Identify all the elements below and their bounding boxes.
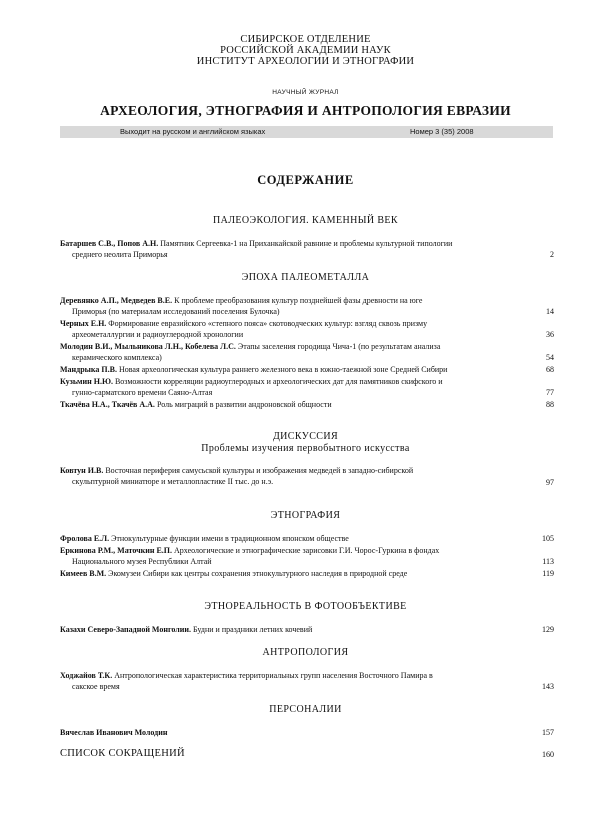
entry-page: 54 <box>546 353 554 362</box>
entry-page: 105 <box>542 534 554 543</box>
entry-page: 68 <box>546 365 554 374</box>
abbreviations-link[interactable]: СПИСОК СОКРАЩЕНИЙ <box>60 748 185 759</box>
journal-title: АРХЕОЛОГИЯ, ЭТНОГРАФИЯ И АНТРОПОЛОГИЯ ЕВРАЗИИ <box>100 103 511 118</box>
entry-title-cont: археометаллургии и радиоуглеродной хронологии <box>72 329 244 339</box>
entry-title: Возможности корреляции радиоуглеродных и археологических дат для памятников скифского и <box>114 377 443 386</box>
toc-entry[interactable] <box>60 342 520 363</box>
entry-page: 157 <box>542 728 554 737</box>
entry-page: 77 <box>546 388 554 397</box>
section-title: ПЕРСОНАЛИИ <box>269 704 342 715</box>
entry-title: Восточная периферия самусьской культуры и изображения медведей в западно-сибирской <box>105 466 414 475</box>
entry-authors: Еркинова Р.М., Маточкин Е.П. <box>60 546 173 555</box>
entry-page: 97 <box>546 478 554 487</box>
toc-entry[interactable] <box>60 400 520 411</box>
entry-authors: Ковтун И.В. <box>60 466 104 475</box>
institution-line-3: ИНСТИТУТ АРХЕОЛОГИИ И ЭТНОГРАФИИ <box>196 56 415 67</box>
entry-page: 119 <box>542 569 554 578</box>
entry-authors: Ходжайов Т.К. <box>60 671 113 680</box>
entry-title: Экомузеи Сибири как центры сохранения этнокультурного наследия в природной среде <box>108 569 408 578</box>
entry-authors: Батаршев С.В., Попов А.Н. <box>60 239 159 248</box>
section-title: АНТРОПОЛОГИЯ <box>262 647 349 658</box>
entry-title: К проблеме преобразования культур позднейшей фазы древности на юге <box>174 296 423 305</box>
entry-page: 113 <box>542 557 554 566</box>
section-title: ЭТНОРЕАЛЬНОСТЬ В ФОТООБЪЕКТИВЕ <box>204 601 407 612</box>
toc-entry[interactable] <box>60 296 520 317</box>
entry-authors: Казахи Северо-Западной Монголии. <box>60 625 192 634</box>
languages-note: Выходит на русском и английском языках <box>120 127 266 136</box>
entry-authors: Деревянко А.П., Медведев В.Е. <box>60 296 173 305</box>
institution-line-1: СИБИРСКОЕ ОТДЕЛЕНИЕ <box>240 34 371 45</box>
entry-authors: Мандрыка П.В. <box>60 365 117 374</box>
toc-entry[interactable] <box>60 728 520 739</box>
issue-bar <box>60 126 553 138</box>
entry-page: 2 <box>550 250 554 259</box>
entry-title-cont: гунно-сарматского времени Саяно-Алтая <box>72 387 213 397</box>
toc-entry[interactable] <box>60 569 520 580</box>
entry-page: 36 <box>546 330 554 339</box>
entry-authors: Молодин В.И., Мыльникова Л.Н., Кобелева Л.С. <box>60 342 236 351</box>
institution-line-2: РОССИЙСКОЙ АКАДЕМИИ НАУК <box>220 45 391 56</box>
toc-entry[interactable] <box>60 466 520 487</box>
entry-title: Роль миграций в развитии андроновской общности <box>156 400 332 409</box>
entry-authors: Фролова Е.Л. <box>60 534 110 543</box>
entry-title: Будни и праздники летних кочевий <box>193 625 313 634</box>
entry-title: Этнокультурные функции имени в традиционном японском обществе <box>111 534 349 543</box>
entry-title: Новая археологическая культура раннего железного века в южно-таежной зоне Средней Сибири <box>118 365 448 374</box>
toc-entry[interactable] <box>60 625 520 636</box>
entry-title: Антропологическая характеристика территориальных групп населения Восточного Памира в <box>114 671 433 680</box>
entry-title-cont: скульптурной миниатюре и металлопластике II тыс. до н.э. <box>72 476 274 486</box>
toc-entry[interactable] <box>60 534 520 545</box>
section-title: ДИСКУССИЯ <box>272 431 339 442</box>
section-title: ЭПОХА ПАЛЕОМЕТАЛЛА <box>241 272 370 283</box>
journal-type: НАУЧНЫЙ ЖУРНАЛ <box>272 89 339 96</box>
entry-title: Археологические и этнографические зарисовки Г.И. Чорос-Гуркина в фондах <box>174 546 440 555</box>
entry-authors: Кимеев В.М. <box>60 569 107 578</box>
toc-entry[interactable] <box>60 377 520 398</box>
section-title: ЭТНОГРАФИЯ <box>270 510 341 521</box>
entry-title-cont: среднего неолита Приморья <box>72 249 168 259</box>
entry-title-cont: керамического комплекса) <box>72 352 162 362</box>
section-title: ПАЛЕОЭКОЛОГИЯ. КАМЕННЫЙ ВЕК <box>212 215 398 226</box>
entry-authors: Вячеслав Иванович Молодин <box>60 728 168 737</box>
section-subtitle: Проблемы изучения первобытного искусства <box>201 443 410 454</box>
toc-entry[interactable] <box>60 671 520 692</box>
entry-title-cont: Национального музея Республики Алтай <box>72 556 212 566</box>
abbreviations-page: 160 <box>542 750 554 759</box>
toc-title: СОДЕРЖАНИЕ <box>257 173 354 187</box>
entry-authors: Кузьмин Н.Ю. <box>60 377 113 386</box>
entry-page: 143 <box>542 682 554 691</box>
entry-title-cont: сакское время <box>72 681 120 691</box>
entry-title: Формирование евразийского «степного пояса» скотоводческих культур: взгляд сквозь призму <box>108 319 428 328</box>
toc-entry[interactable] <box>60 319 520 340</box>
toc-entry[interactable] <box>60 546 520 567</box>
toc-entry[interactable] <box>60 239 520 260</box>
entry-page: 129 <box>542 625 554 634</box>
entry-title: Этапы заселения городища Чича-1 (по результатам анализа <box>237 342 441 351</box>
entry-title: Памятник Сергеевка-1 на Приханкайской равнине и проблемы культурной типологии <box>160 239 453 248</box>
entry-authors: Черных Е.Н. <box>60 319 107 328</box>
entry-title-cont: Приморья (по материалам исследований поселения Булочка) <box>72 306 280 316</box>
entry-page: 14 <box>546 307 554 316</box>
issue-number: Номер 3 (35) 2008 <box>410 127 474 136</box>
entry-page: 88 <box>546 400 554 409</box>
toc-entry[interactable] <box>60 365 520 376</box>
entry-authors: Ткачёва Н.А., Ткачёв А.А. <box>60 400 155 409</box>
